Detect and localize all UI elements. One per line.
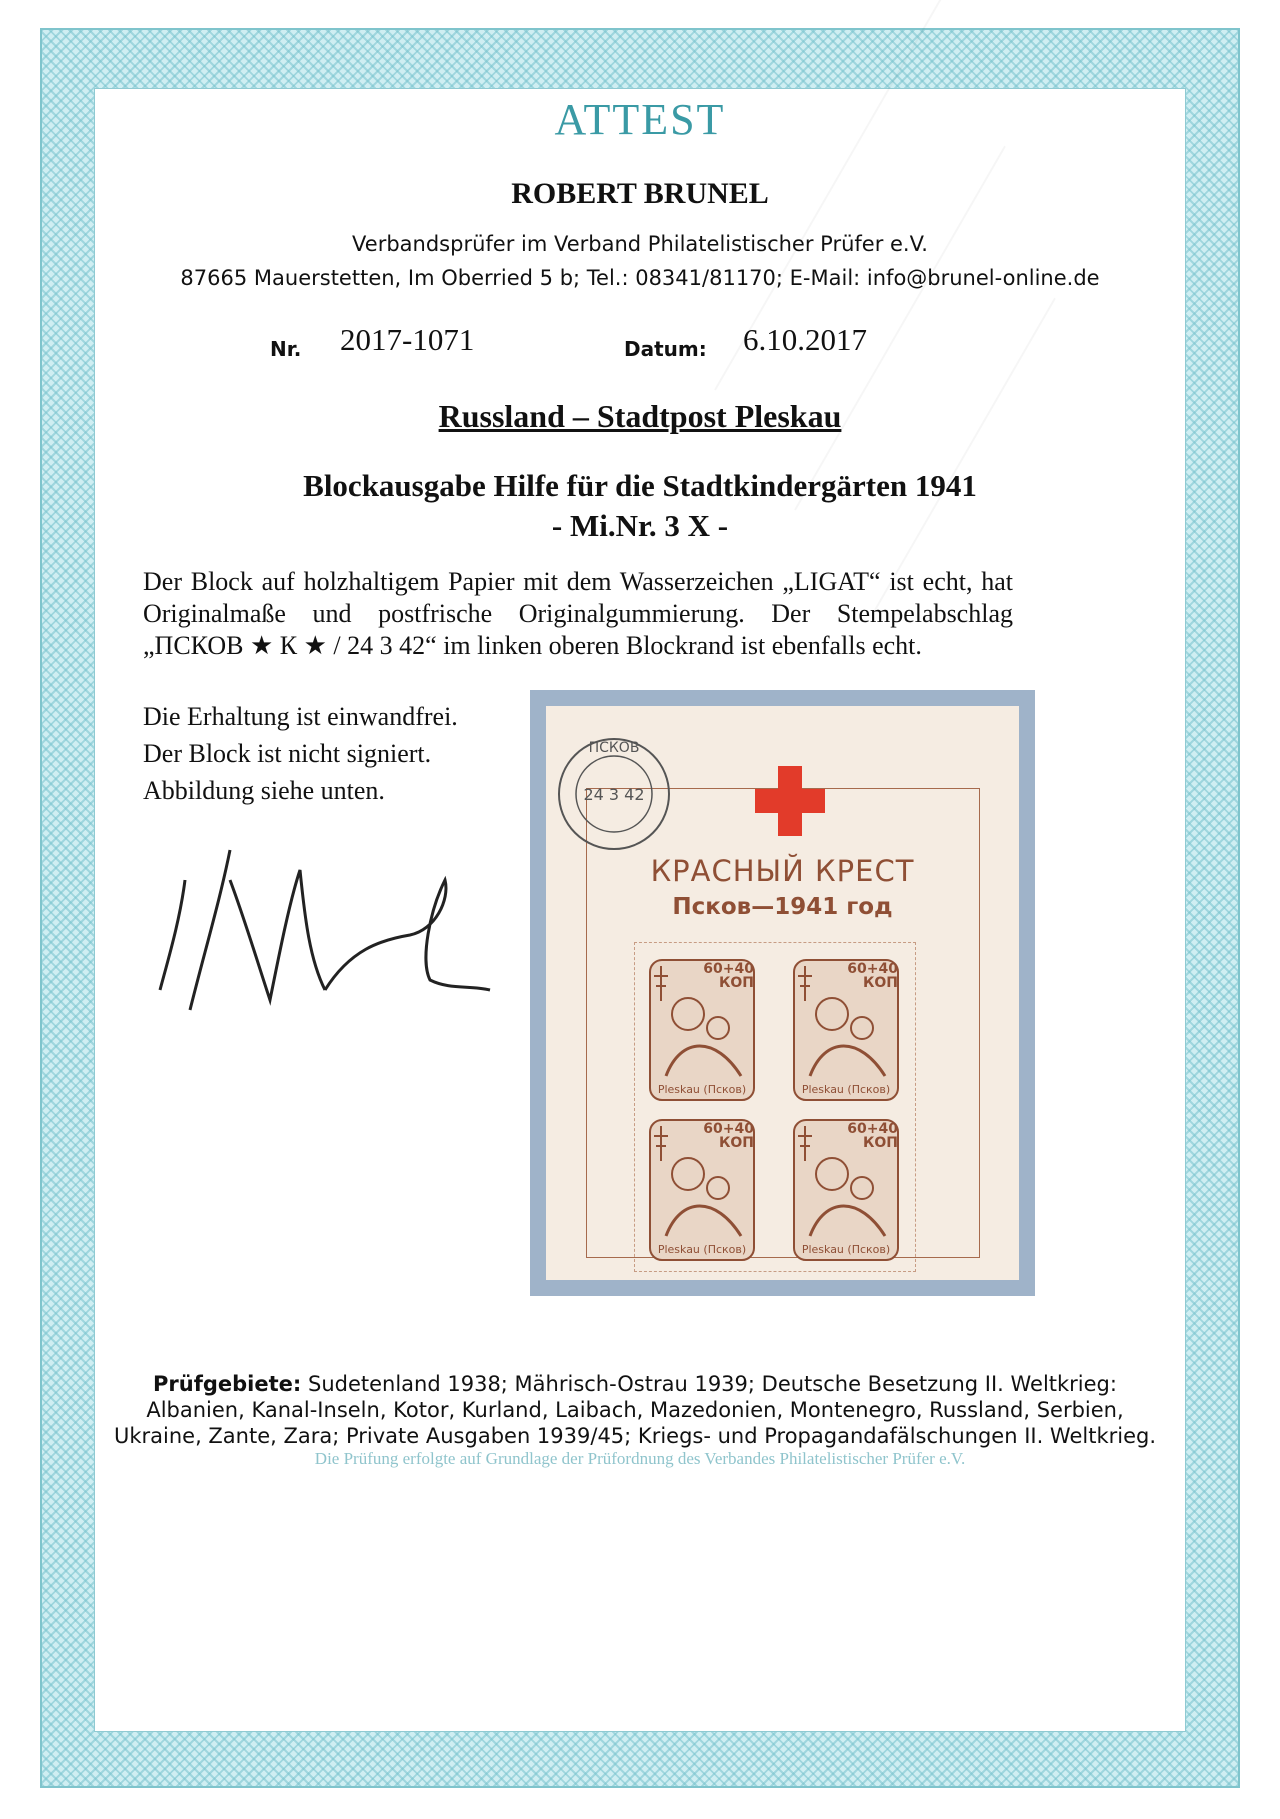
association-line: Verbandsprüfer im Verband Philatelistischer Prüfer e.V. [352,232,928,256]
watermark-stroke [874,298,1056,611]
date-label: Datum: [624,337,707,361]
sheet-title: КРАСНЫЙ КРЕСТ [650,854,915,888]
stamp-unit: КОП [862,1135,898,1151]
issue-title: Blockausgabe Hilfe für die Stadtkindergärten 1941 [303,468,977,503]
sheet-paper [546,706,1019,1280]
examiner-signature [150,840,500,1020]
regulation-note: Die Prüfung erfolgte auf Grundlage der Prüfordnung des Verbandes Philatelistischer Prüfer e.V. [314,1449,966,1468]
scope-line-1 [85,1372,1185,1397]
postmark-date: 24 3 42 [583,785,645,804]
stamp-denomination [703,962,754,990]
examiner-name: ROBERT BRUNEL [511,177,769,210]
red-cross-bar [755,789,825,813]
stamp-unit: КОП [862,975,898,991]
postmark-icon [554,734,674,854]
stamp-value: 60+40 [847,1121,898,1137]
catalogue-number: - Mi.Nr. 3 X - [551,508,729,543]
contact-address: 87665 Mauerstetten, Im Oberried 5 b; Tel.: 08341/81170; E-Mail: info@brunel-online.de [180,266,1100,290]
illustration-note: Abbildung siehe unten. [143,776,385,805]
subject-heading [0,398,1280,435]
stamp-value: 60+40 [703,1121,754,1137]
scope-label: Prüfgebiete: [153,1372,302,1396]
findings-paragraph: Der Block auf holzhaltigem Papier mit dem Wasserzeichen „LIGAT“ ist echt, hat Originalmaße und postfrische Originalgummierung. Der Stempelabschlag „ПСКОВ ★ К ★ / 24 3 42“ im linken oberen Blockrand ist ebenfalls echt. [143,567,1013,660]
stamp-value: 60+40 [847,961,898,977]
stamp [790,956,902,1104]
stamp-denomination [847,1122,898,1150]
stamp-inscription: Pleskau (Псков) [801,1243,891,1256]
stamp-unit: КОП [718,1135,754,1151]
souvenir-sheet-image [530,690,1035,1296]
stamp-denomination [703,1122,754,1150]
stamp-inscription: Pleskau (Псков) [801,1083,891,1096]
certificate-number-label: Nr. [270,337,302,361]
stamp [646,956,758,1104]
scope-line-2: Albanien, Kanal-Inseln, Kotor, Kurland, Laibach, Mazedonien, Montenegro, Russland, Serbien, [146,1398,1124,1422]
stamp-denomination [847,962,898,990]
subject-heading-text: Russland – Stadtpost Pleskau [438,398,842,434]
stamp-value: 60+40 [703,961,754,977]
stamp-inscription: Pleskau (Псков) [657,1243,747,1256]
postmark-city: ПСКОВ [588,740,640,756]
stamp [790,1116,902,1264]
signature-statement: Der Block ist nicht signiert. [143,739,432,768]
stamp-inscription: Pleskau (Псков) [657,1083,747,1096]
stamp [646,1116,758,1264]
scope-line-3: Ukraine, Zante, Zara; Private Ausgaben 1939/45; Kriegs- und Propagandafälschungen II. Weltkrieg. [113,1424,1157,1448]
certificate-number: 2017-1071 [340,322,475,357]
certificate-title: ATTEST [554,95,726,144]
condition-statement: Die Erhaltung ist einwandfrei. [143,702,458,731]
sheet-subtitle: Псков—1941 год [672,894,893,920]
scope-text-1: Sudetenland 1938; Mährisch-Ostrau 1939; Deutsche Besetzung II. Weltkrieg: [307,1372,1117,1396]
stamp-unit: КОП [718,975,754,991]
certificate-date: 6.10.2017 [743,322,867,357]
